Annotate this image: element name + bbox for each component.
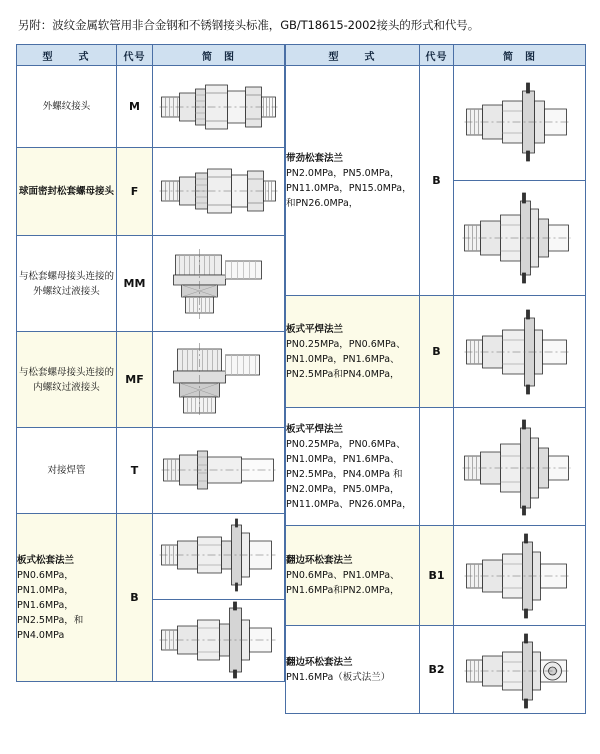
- table-row: [286, 526, 586, 626]
- row-type-detail: PN1.6MPa（板式法兰）: [286, 671, 391, 683]
- col-header-figure: 简 图: [153, 45, 285, 66]
- table-row: [17, 514, 285, 682]
- row-figure-plate-loose-flange: [153, 514, 285, 682]
- table-row: [286, 296, 586, 408]
- row-code: F: [117, 148, 153, 236]
- row-figure-lap-joint-flange-b1: [454, 526, 586, 626]
- page-title: 另附：波纹金属软管用非合金钢和不锈钢接头标准，GB/T18615-2002接头的形式和代号。: [18, 18, 480, 32]
- row-figure-ribbed-loose-flange-a: [454, 66, 586, 181]
- row-type-name: [286, 408, 420, 526]
- row-type-name: [286, 626, 420, 714]
- row-type-detail: PN0.25MPa，PN0.6MPa、PN1.0MPa，PN1.6MPa、PN2.5MPa和PN4.0MPa，: [286, 338, 406, 380]
- row-type-title: 板式平焊法兰: [286, 323, 344, 335]
- row-code: [420, 408, 454, 526]
- table-row: [17, 332, 285, 428]
- row-code: B1: [420, 526, 454, 626]
- row-type-detail: PN0.6MPa，PN1.0MPa，PN1.6MPa，PN2.5MPa，和PN4.0MPa: [17, 569, 84, 641]
- row-figure-spherical-seal-union-nut: [153, 148, 285, 236]
- row-type-label: 球面密封松套螺母接头: [18, 186, 114, 197]
- table-row: [17, 428, 285, 514]
- table-row: [17, 148, 285, 236]
- row-figure-female-transition-fitting: [153, 332, 285, 428]
- row-type-name: [17, 148, 117, 236]
- table-row: [17, 236, 285, 332]
- row-code: B2: [420, 626, 454, 714]
- table-row: [286, 66, 586, 181]
- table-row: [286, 408, 586, 526]
- row-code: M: [117, 66, 153, 148]
- row-figure-ribbed-loose-flange-b: [454, 181, 586, 296]
- table-row: [17, 66, 285, 148]
- row-type-name: 对接焊管: [17, 428, 117, 514]
- left-spec-table: [16, 44, 285, 682]
- row-figure-butt-weld-pipe: [153, 428, 285, 514]
- row-type-detail: PN2.0MPa，PN5.0MPa，PN11.0MPa，PN15.0MPa，和PN26.0MPa，: [286, 167, 412, 209]
- row-figure-plate-welding-flange-b: [454, 408, 586, 526]
- row-figure-plate-welding-flange-a: [454, 296, 586, 408]
- table-row: [286, 626, 586, 714]
- row-code: B: [420, 296, 454, 408]
- tables-container: [16, 44, 584, 714]
- row-code: B: [420, 66, 454, 296]
- row-type-name: 与松套螺母接头连接的外螺纹过液接头: [17, 236, 117, 332]
- right-spec-table: [285, 44, 586, 714]
- row-code: MF: [117, 332, 153, 428]
- row-type-detail: PN0.6MPa、PN1.0MPa、PN1.6MPa和PN2.0MPa，: [286, 570, 400, 596]
- row-type-name: 外螺纹接头: [17, 66, 117, 148]
- page-footer-space: [16, 714, 584, 754]
- row-figure-male-transition-fitting: [153, 236, 285, 332]
- table-header-row: [286, 45, 586, 66]
- col-header-type: 型 式: [17, 45, 117, 66]
- row-figure-threaded-male-connector: [153, 66, 285, 148]
- col-header-code: 代号: [420, 45, 454, 66]
- col-header-code: 代号: [117, 45, 153, 66]
- row-code: MM: [117, 236, 153, 332]
- row-type-name: [17, 514, 117, 682]
- col-header-type: 型 式: [286, 45, 420, 66]
- row-code: T: [117, 428, 153, 514]
- row-type-title: 翻边环松套法兰: [286, 656, 353, 668]
- row-type-name: 与松套螺母接头连接的内螺纹过液接头: [17, 332, 117, 428]
- row-type-name: [286, 66, 420, 296]
- row-type-title: 板式平焊法兰: [286, 423, 344, 435]
- row-type-title: 带劲松套法兰: [286, 152, 344, 164]
- row-code: B: [117, 514, 153, 682]
- row-type-title: 板式松套法兰: [17, 554, 75, 566]
- row-figure-lap-joint-flange-b2: [454, 626, 586, 714]
- row-type-name: [286, 296, 420, 408]
- row-type-title: 翻边环松套法兰: [286, 555, 353, 566]
- row-type-detail: PN0.25MPa，PN0.6MPa、PN1.0MPa，PN1.6MPa、PN2.5MPa，PN4.0MPa 和PN2.0MPa，PN5.0MPa，PN11.0MPa、PN26.0MPa，: [286, 438, 412, 510]
- col-header-figure: 简 图: [454, 45, 586, 66]
- table-header-row: [17, 45, 285, 66]
- row-type-name: [286, 526, 420, 626]
